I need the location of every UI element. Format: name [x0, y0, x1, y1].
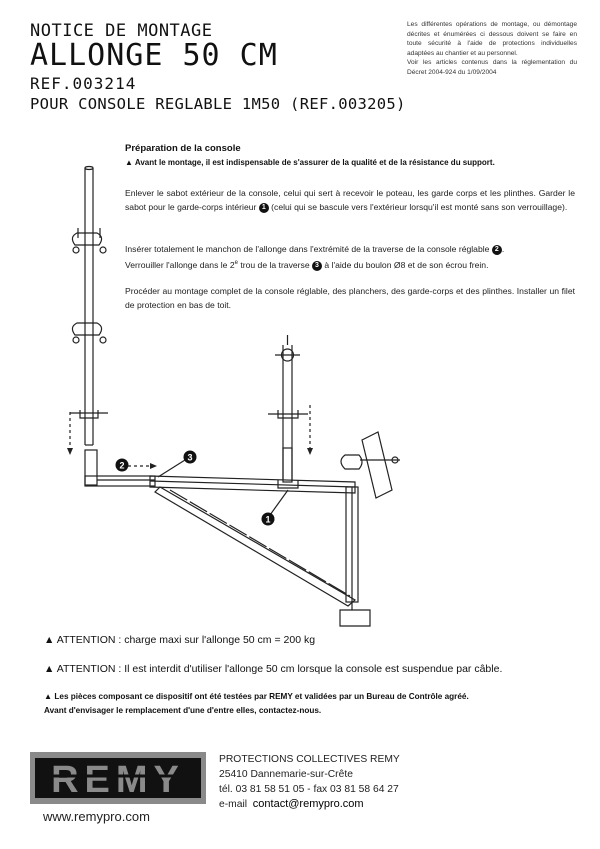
warning-icon: ▲	[44, 692, 53, 701]
paragraph-2-text-e: à l'aide du boulon Ø8 et de son écrou frein.	[324, 259, 489, 270]
certification-text: Les pièces composant ce dispositif ont été testées par REMY et validées par un Bureau de Contrôle agréé.	[54, 692, 469, 701]
paragraph-2-text-d: trou de la traverse	[237, 259, 310, 270]
callout-3	[184, 451, 197, 464]
doc-title: ALLONGE 50 CM	[30, 38, 278, 73]
company-name: PROTECTIONS COLLECTIVES REMY	[219, 754, 400, 765]
callout-2	[116, 459, 129, 472]
remy-logo-graphic	[30, 752, 206, 804]
post-left	[70, 167, 108, 446]
warning-icon: ▲	[125, 158, 133, 167]
doc-compatibility: POUR CONSOLE REGLABLE 1M50 (REF.003205)	[30, 95, 406, 113]
legal-text-2: Voir les articles contenus dans la réglementation du Décret 2004-924 du 1/09/2004	[407, 59, 577, 76]
paragraph-3: Procéder au montage complet de la console réglable, des planchers, des garde-corps et des plinthes. Installer un filet de protection en bas de toit.	[125, 286, 575, 310]
doc-reference: REF.003214	[30, 74, 137, 93]
cable-warning	[44, 663, 502, 675]
doc-subtitle: NOTICE DE MONTAGE	[30, 21, 213, 41]
warning-icon: ▲	[44, 634, 55, 646]
replacement-text: Avant d'envisager le remplacement d'une d'entre elles, contactez-nous.	[44, 706, 322, 715]
marker-2-badge: 2	[492, 245, 502, 255]
contact-block	[219, 752, 400, 812]
callout-1-label: 1	[265, 514, 271, 525]
certification-note	[44, 690, 469, 718]
company-address: 25410 Dannemarie-sur-Crête	[219, 769, 353, 780]
load-warning	[44, 634, 315, 646]
marker-3-badge: 3	[312, 261, 322, 271]
warning-icon: ▲	[44, 663, 55, 675]
load-warning-text: ATTENTION : charge maxi sur l'allonge 50 cm = 200 kg	[56, 634, 316, 646]
website-link[interactable]: www.remypro.com	[43, 809, 150, 824]
callout-2-label: 2	[119, 460, 125, 471]
support-warning-text: Avant le montage, il est indispensable de s'assurer de la qualité et de la résistance du support.	[134, 158, 495, 167]
remy-logo	[30, 752, 206, 804]
email-link[interactable]: contact@remypro.com	[252, 798, 364, 810]
section-title: Préparation de la console	[125, 143, 241, 154]
callout-1	[262, 513, 275, 526]
company-phone: tél. 03 81 58 51 05 - fax 03 81 58 64 27	[219, 784, 399, 795]
paragraph-1-text-b: (celui qui se bascule vers l'extérieur lorsqu'il est monté sans son verrouillage).	[271, 202, 568, 212]
paragraph-2-text-a: Insérer totalement le manchon de l'allonge dans l'extrémité de la traverse de la console réglable	[125, 244, 490, 254]
paragraph-2-sup: e	[234, 260, 238, 266]
paragraph-1-text-a: Enlever le sabot extérieur de la console, celui qui sert à recevoir le poteau, les garde corps et les plinthes. Garder le sabot pour le garde-corps intérieur	[125, 188, 575, 212]
paragraph-2-text-c: Verrouiller l'allonge dans le 2	[125, 259, 235, 270]
email-label: e-mail	[219, 799, 248, 810]
callout-3-label: 3	[187, 452, 193, 463]
cable-warning-text: ATTENTION : Il est interdit d'utiliser l'allonge 50 cm lorsque la console est suspendue par câble.	[56, 663, 503, 675]
paragraph-2-text-b: .	[501, 244, 505, 254]
post-middle	[268, 335, 308, 488]
remy-logo-text: REMY	[51, 759, 185, 801]
marker-1-badge: 1	[259, 203, 269, 213]
legal-text-1: Les différentes opérations de montage, ou démontage décrites et énumérées ci dessous doivent se faire en toute sécurité à l'aide de protections individuelles adaptées au chantier et au personnel.	[407, 21, 577, 57]
